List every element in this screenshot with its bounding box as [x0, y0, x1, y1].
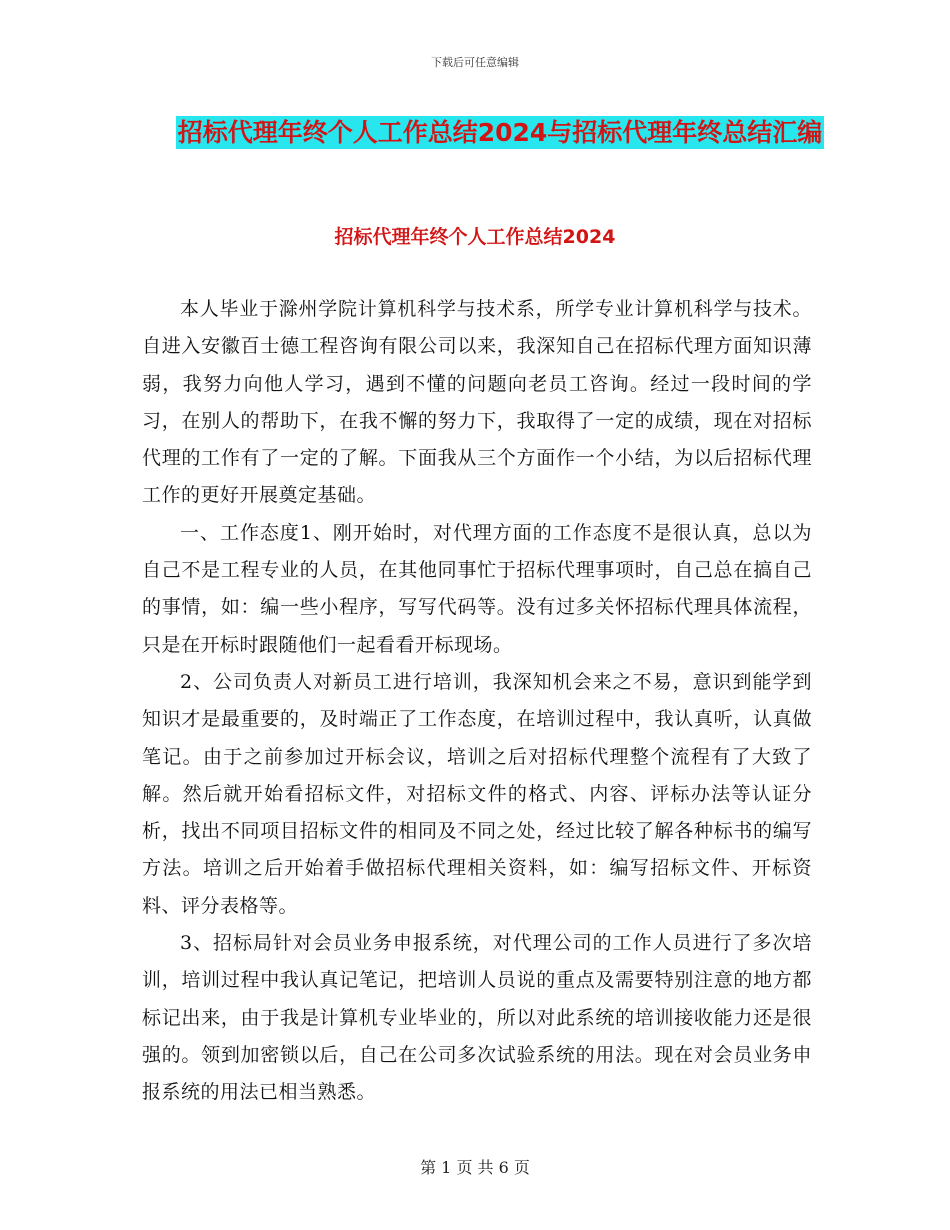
section-title: 招标代理年终个人工作总结2024 — [334, 226, 616, 248]
page-header-note: 下载后可任意编辑 — [431, 56, 519, 69]
document-title-text: 招标代理年终个人工作总结2024与招标代理年终总结汇编 — [177, 118, 823, 147]
body-paragraph: 2、公司负责人对新员工进行培训，我深知机会来之不易，意识到能学到知识才是最重要的，及时端正了工作态度，在培训过程中，我认真听，认真做笔记。由于之前参加过开标会议，培训之后对招标代理整个流程有了大致了解。然后就开始看招标文件，对招标文件的格式、内容、评标办法等认证分析，找出不同项目招标文件的相同及不同之处，经过比较了解各种标书的编写方法。培训之后开始着手做招标代理相关资料，如：编写招标文件、开标资料、评分表格等。 — [142, 670, 812, 917]
page-number-footer: 第 1 页 共 6 页 — [420, 1158, 530, 1177]
document-title — [140, 110, 860, 156]
document-body — [142, 291, 812, 1112]
body-paragraph: 本人毕业于滁州学院计算机科学与技术系，所学专业计算机科学与技术。自进入安徽百士德工程咨询有限公司以来，我深知自己在招标代理方面知识薄弱，我努力向他人学习，遇到不懂的问题向老员工咨询。经过一段时间的学习，在别人的帮助下，在我不懈的努力下，我取得了一定的成绩，现在对招标代理的工作有了一定的了解。下面我从三个方面作一个小结，为以后招标代理工作的更好开展奠定基础。 — [142, 298, 812, 507]
body-paragraph: 3、招标局针对会员业务申报系统，对代理公司的工作人员进行了多次培训，培训过程中我认真记笔记，把培训人员说的重点及需要特别注意的地方都标记出来，由于我是计算机专业毕业的，所以对此系统的培训接收能力还是很强的。领到加密锁以后，自己在公司多次试验系统的用法。现在对会员业务申报系统的用法已相当熟悉。 — [142, 932, 812, 1104]
body-paragraph: 一、工作态度1、刚开始时，对代理方面的工作态度不是很认真，总以为自己不是工程专业的人员，在其他同事忙于招标代理事项时，自己总在搞自己的事情，如：编一些小程序，写写代码等。没有过多关怀招标代理具体流程，只是在开标时跟随他们一起看看开标现场。 — [142, 521, 812, 656]
